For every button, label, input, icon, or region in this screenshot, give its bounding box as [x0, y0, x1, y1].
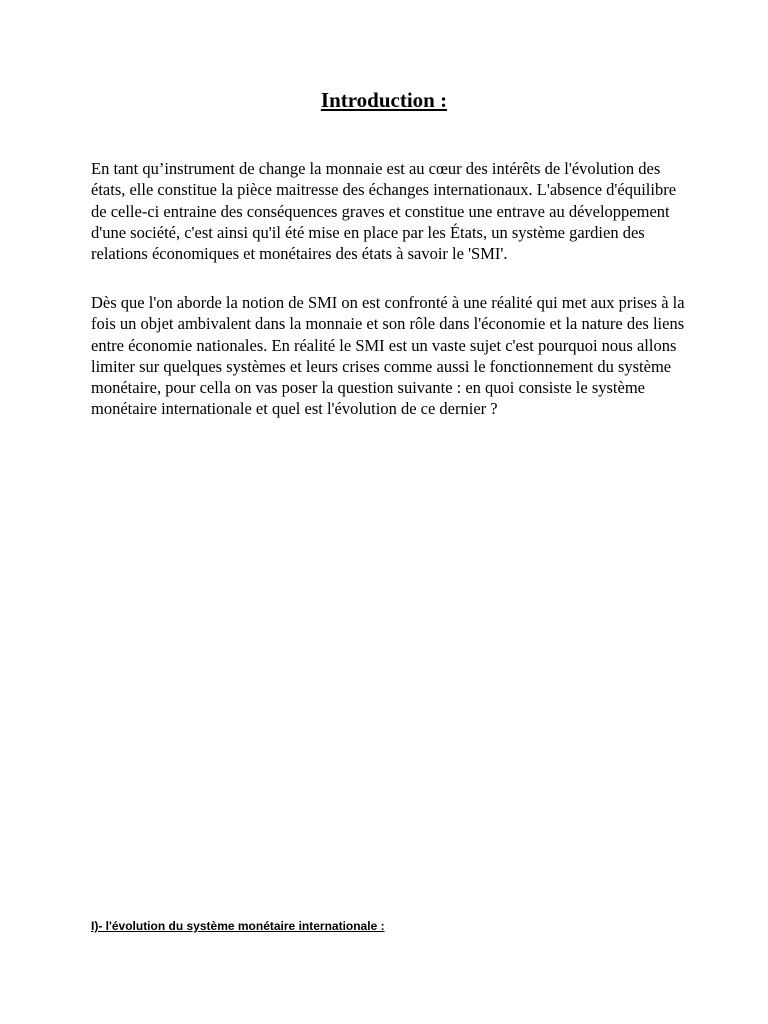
section-heading: I)- l'évolution du système monétaire internationale :	[91, 919, 385, 933]
page-title: Introduction :	[320, 88, 448, 112]
intro-paragraph-1: En tant qu’instrument de change la monnaie est au cœur des intérêts de l'évolution des états, elle constitue la pièce maitresse des échanges internationaux. L'absence d'équilibre de celle-ci entraine des conséquences graves et constitue une entrave au développement d'une société, c'est ainsi qu'il été mise en place par les États, un système gardien des relations économiques et monétaires des états à savoir le 'SMI'.	[91, 159, 677, 264]
intro-paragraph-2: Dès que l'on aborde la notion de SMI on est confronté à une réalité qui met aux prises à la fois un objet ambivalent dans la monnaie et son rôle dans l'économie et la nature des liens entre économie nationales. En réalité le SMI est un vaste sujet c'est pourquoi nous allons limiter sur quelques systèmes et leurs crises comme aussi le fonctionnement du système monétaire, pour cella on vas poser la question suivante : en quoi consiste le système monétaire internationale et quel est l'évolution de ce dernier ?	[91, 293, 685, 419]
